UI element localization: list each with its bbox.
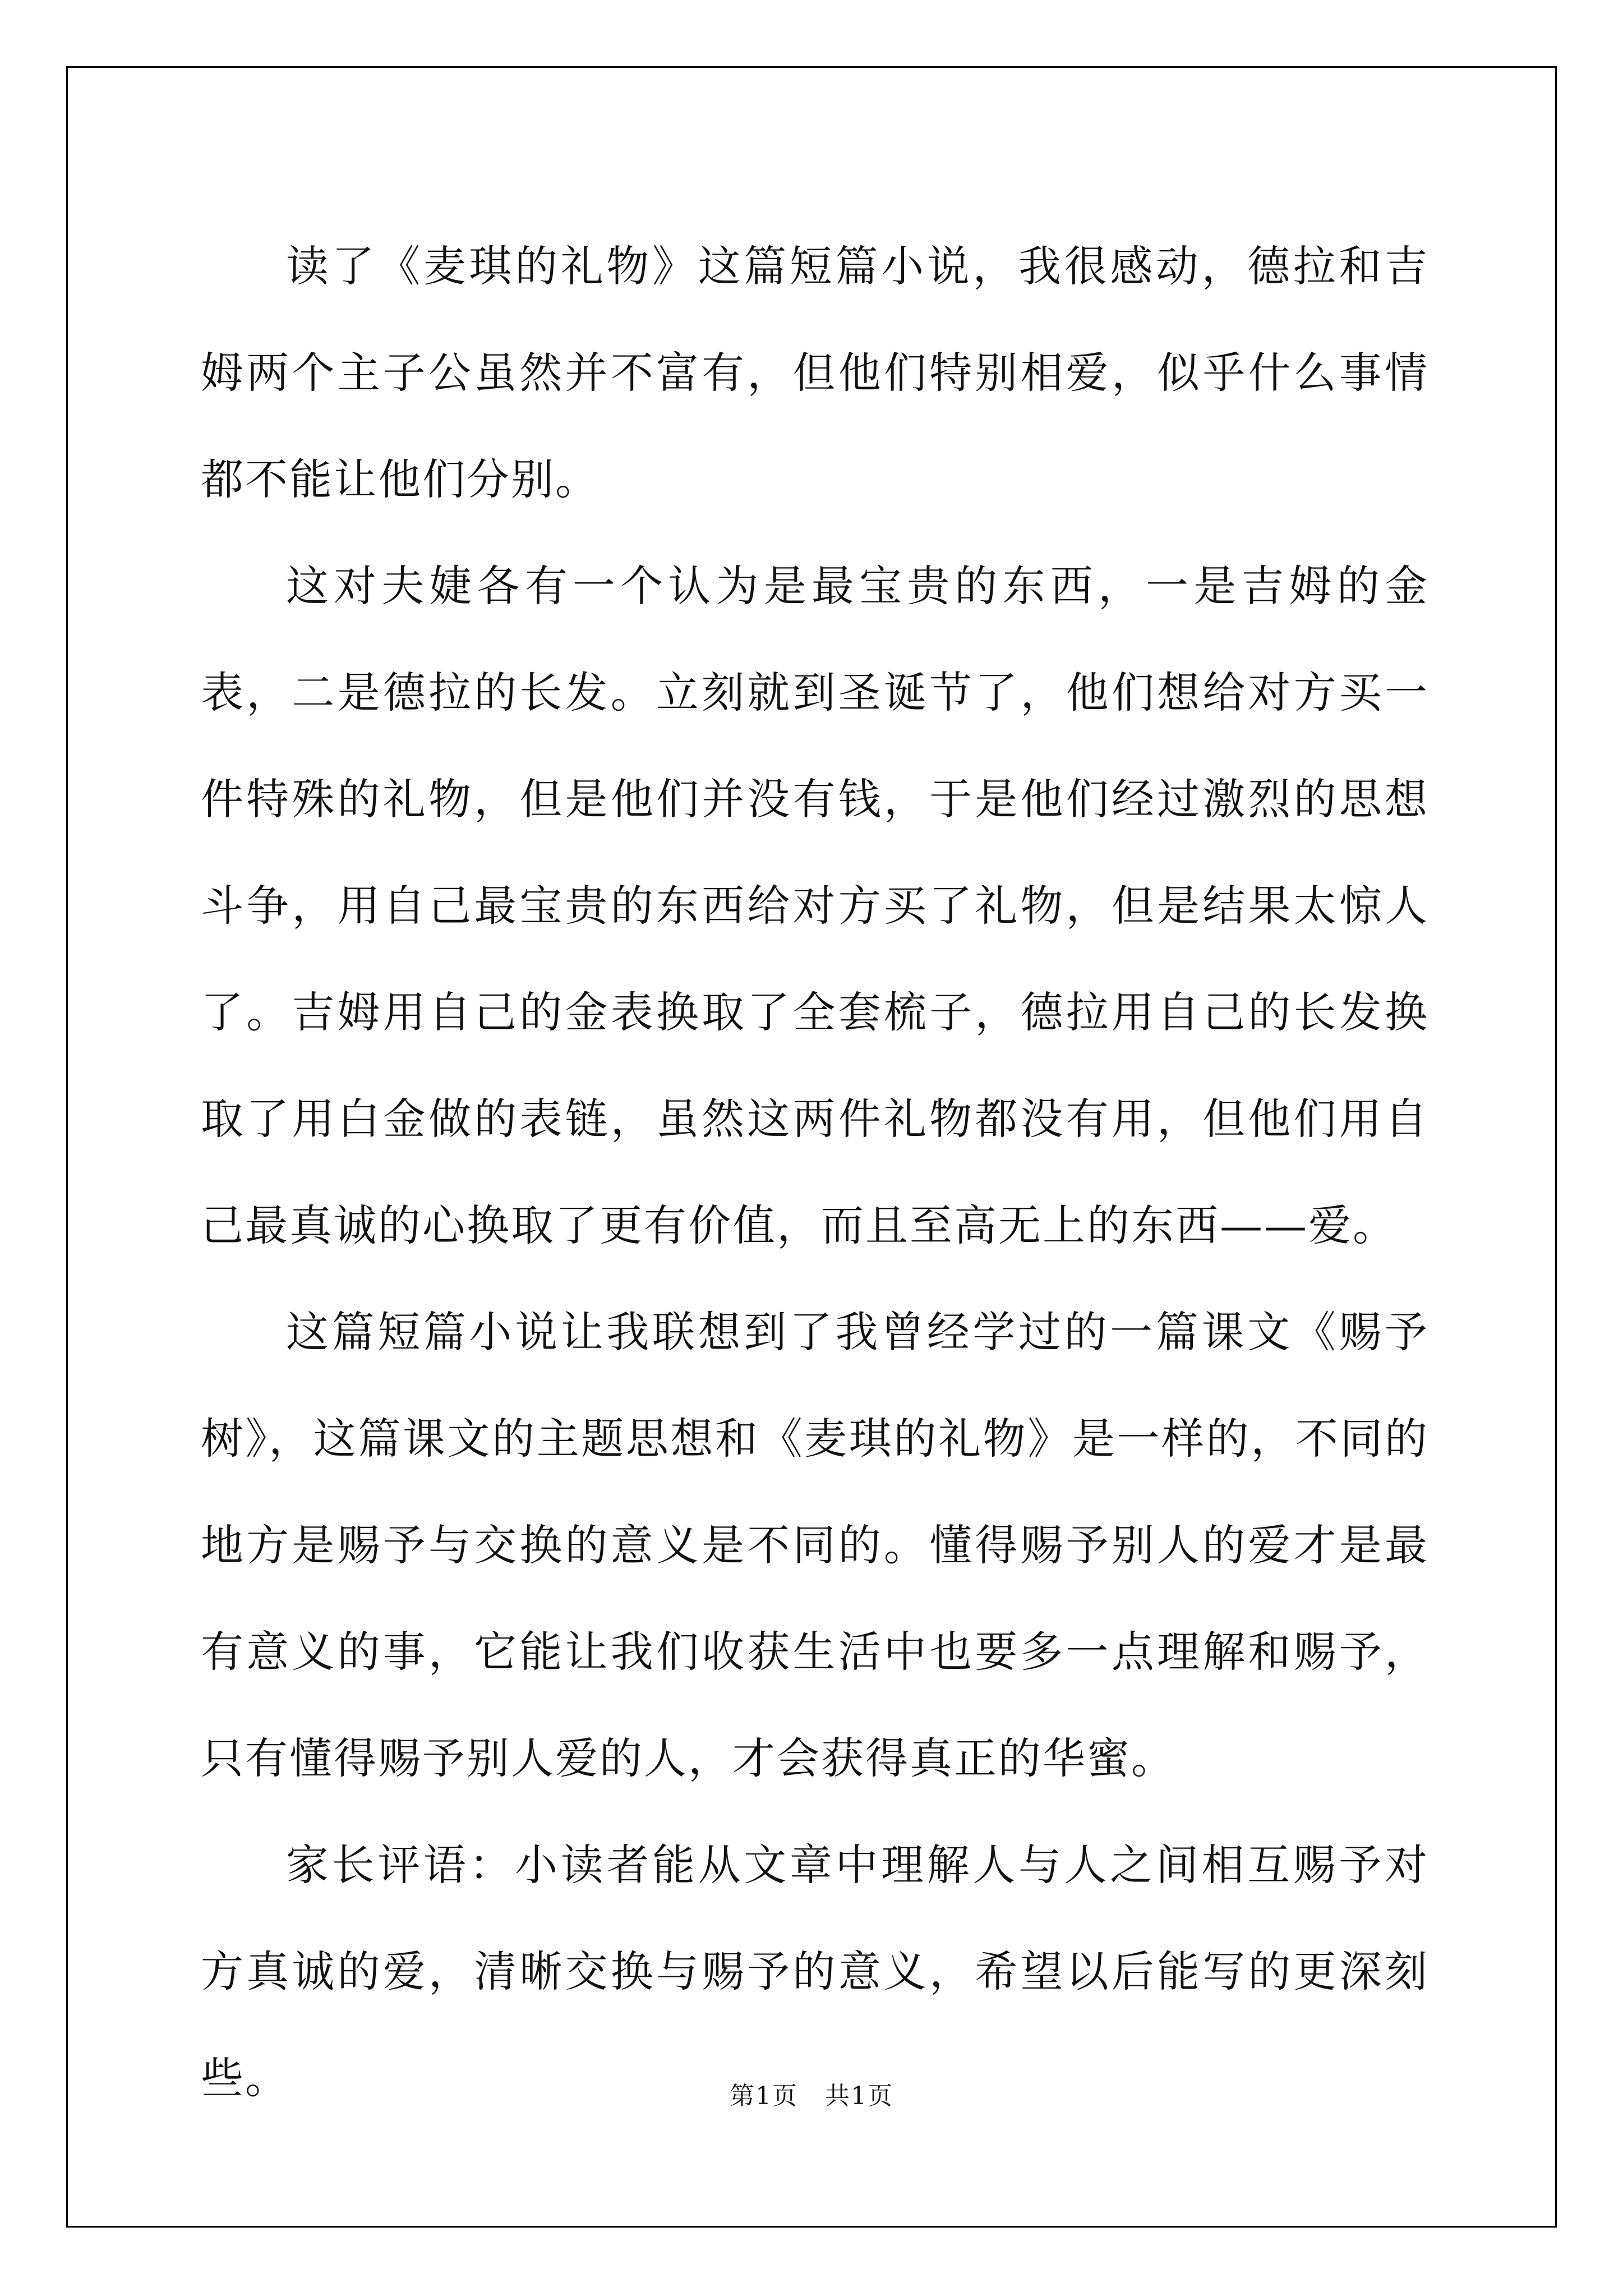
page-number-current: 第1页 [730,2082,798,2110]
page-footer [0,2076,1623,2111]
paragraph-1: 读了《麦琪的礼物》这篇短篇小说，我很感动，德拉和吉姆两个主子公虽然并不富有，但他们特别相爱，似乎什么事情都不能让他们分别。 [201,241,1429,504]
paragraph-3: 这篇短篇小说让我联想到了我曾经学过的一篇课文《赐予树》，这篇课文的主题思想和《麦琪的礼物》是一样的，不同的地方是赐予与交换的意义是不同的。懂得赐予别人的爱才是最有意义的事，它能让我们收获生活中也要多一点理解和赐予，只有懂得赐予别人爱的人，才会获得真正的华蜜。 [201,1307,1429,1783]
document-body [201,213,1429,2132]
paragraph-2: 这对夫婕各有一个认为是最宝贵的东西，一是吉姆的金表，二是德拉的长发。立刻就到圣诞节了，他们想给对方买一件特殊的礼物，但是他们并没有钱，于是他们经过激烈的思想斗争，用自己最宝贵的东西给对方买了礼物，但是结果太惊人了。吉姆用自己的金表换取了全套梳子，德拉用自己的长发换取了用白金做的表链，虽然这两件礼物都没有用，但他们用自己最真诚的心换取了更有价值，而且至高无上的东西——爱。 [201,561,1429,1250]
paragraph-4-parent-comment: 家长评语：小读者能从文章中理解人与人之间相互赐予对方真诚的爱，清晰交换与赐予的意义，希望以后能写的更深刻些。 [201,1840,1429,2103]
page-number-total: 共1页 [825,2082,893,2110]
